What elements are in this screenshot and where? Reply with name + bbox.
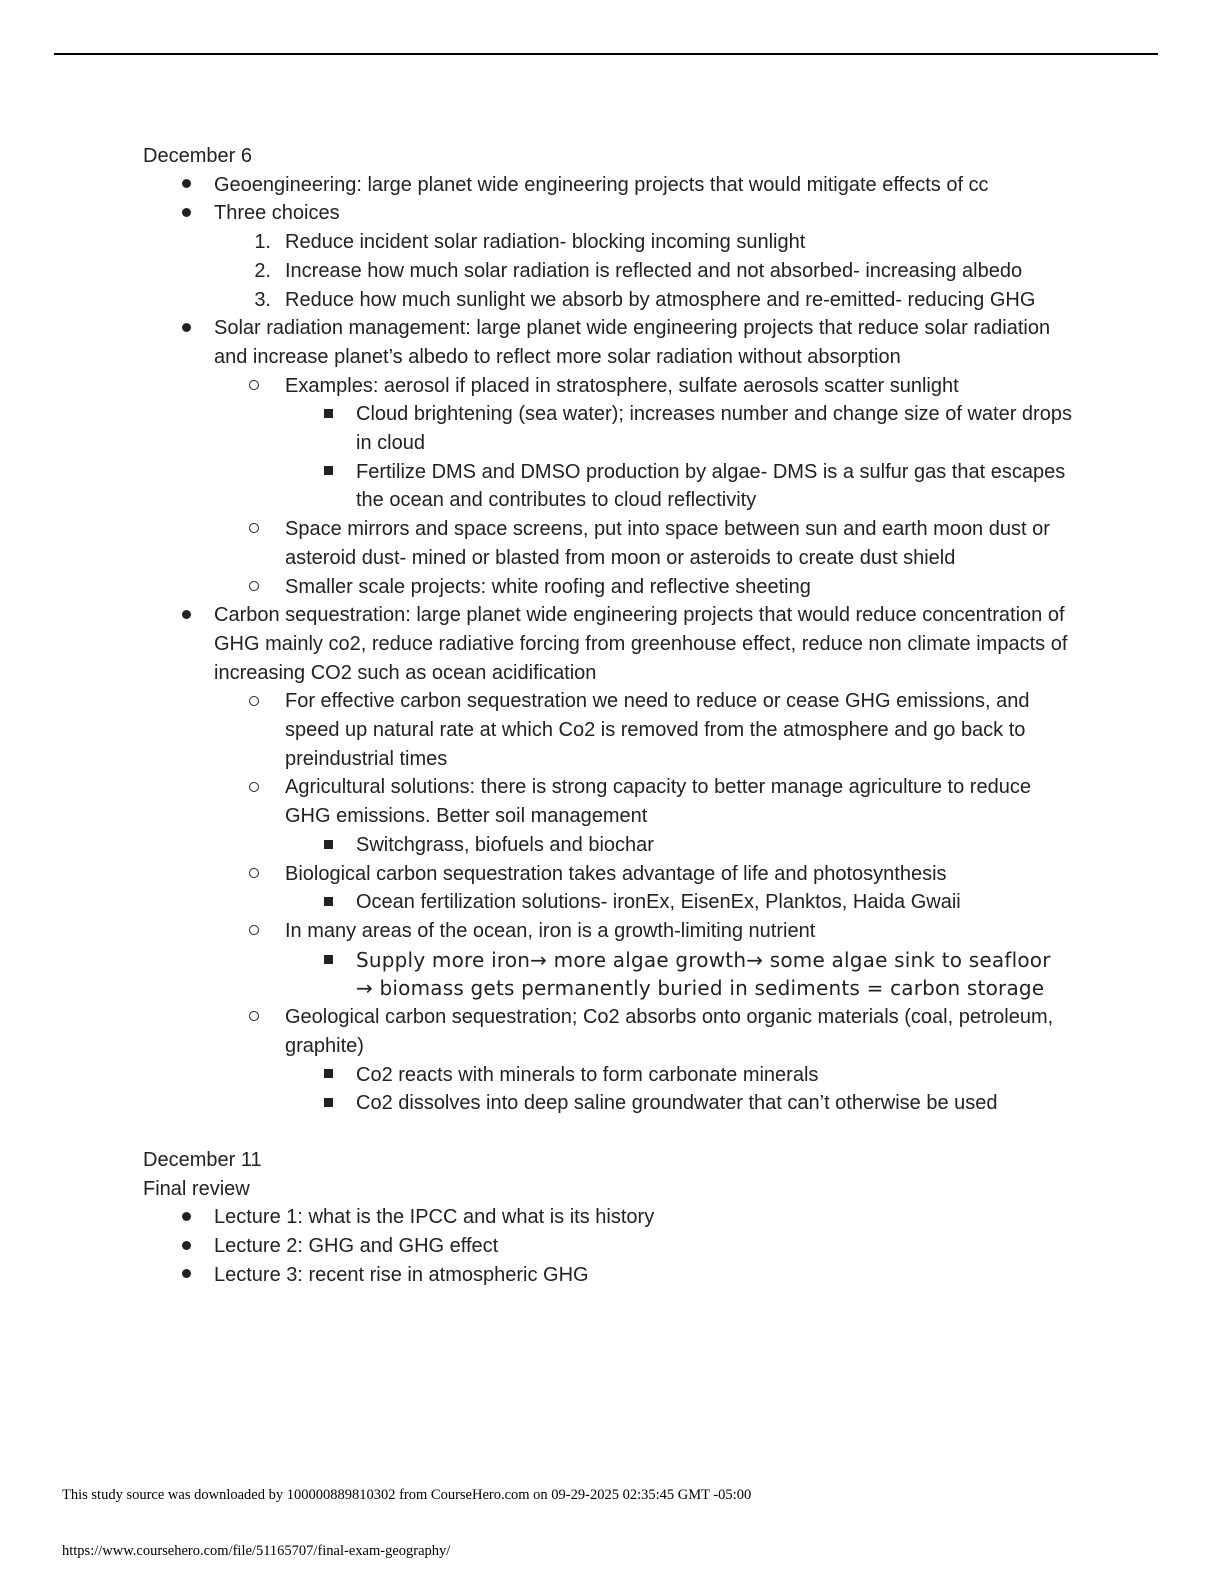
hollow-bullet-icon <box>239 1003 269 1032</box>
list-item <box>143 888 1073 917</box>
bullet-icon <box>171 171 201 200</box>
list-item-text: Geological carbon sequestration; Co2 absorbs onto organic materials (coal, petroleum, graphite) <box>285 1006 1054 1057</box>
list-item <box>143 1089 1073 1118</box>
list-item <box>143 1003 1073 1060</box>
list-item <box>143 199 1073 228</box>
list-item <box>143 687 1073 773</box>
section-date: December 6 <box>143 145 252 167</box>
list-item-text: Ocean fertilization solutions- ironEx, EisenEx, Planktos, Haida Gwaii <box>356 891 961 914</box>
top-rule <box>54 53 1158 55</box>
spacer <box>143 1118 1073 1146</box>
list-item <box>143 1061 1073 1090</box>
bullet-icon <box>171 314 201 343</box>
section-subtitle: Final review <box>143 1177 250 1200</box>
hollow-bullet-icon <box>239 917 269 946</box>
source-url-link[interactable]: https://www.coursehero.com/file/51165707/final-exam-geography/ <box>62 1543 451 1559</box>
bullet-icon <box>171 1261 201 1290</box>
list-item-text: Increase how much solar radiation is reflected and not absorbed- increasing albedo <box>285 259 1023 282</box>
bullet-icon <box>171 1232 201 1261</box>
square-bullet-icon <box>313 1061 343 1090</box>
list-item <box>143 400 1073 457</box>
bullet-icon <box>171 1203 201 1232</box>
list-item <box>143 1232 1073 1261</box>
list-item <box>143 917 1073 946</box>
list-item-text: In many areas of the ocean, iron is a growth-limiting nutrient <box>285 919 816 942</box>
square-bullet-icon <box>313 831 343 860</box>
document-body <box>143 142 1073 1289</box>
square-bullet-icon <box>313 888 343 917</box>
list-item-text: Geoengineering: large planet wide engineering projects that would mitigate effects of cc <box>214 173 989 196</box>
list-item-text: Biological carbon sequestration takes advantage of life and photosynthesis <box>285 862 947 885</box>
list-item-text: Examples: aerosol if placed in stratosphere, sulfate aerosols scatter sunlight <box>285 374 959 397</box>
list-item <box>143 1203 1073 1232</box>
square-bullet-icon <box>313 458 343 487</box>
list-item-text: Space mirrors and space screens, put into space between sun and earth moon dust or asteroid dust- mined or blasted from moon or asteroids to create dust shield <box>285 518 1050 569</box>
list-item-text: Three choices <box>214 202 340 225</box>
list-item <box>143 257 1073 286</box>
list-number: 1. <box>254 231 271 254</box>
download-notice: This study source was downloaded by 100000889810302 from CourseHero.com on 09-29-2025 02:35:45 GMT -05:00 <box>62 1487 752 1503</box>
list-item-text: Reduce incident solar radiation- blocking incoming sunlight <box>285 231 806 254</box>
list-item <box>143 372 1073 401</box>
list-item-text: Cloud brightening (sea water); increases number and change size of water drops in cloud <box>356 403 1072 455</box>
list-item <box>143 314 1073 371</box>
list-item <box>143 860 1073 889</box>
list-item-text: Solar radiation management: large planet wide engineering projects that reduce solar radiation and increase planet’s albedo to reflect more solar radiation without absorption <box>214 317 1051 368</box>
list-item-text: For effective carbon sequestration we need to reduce or cease GHG emissions, and speed up natural rate at which Co2 is removed from the atmosphere and go back to preindustrial times <box>285 690 1030 770</box>
bullet-icon <box>171 601 201 630</box>
list-number: 3. <box>254 288 271 311</box>
list-item <box>143 946 1073 1003</box>
hollow-bullet-icon <box>239 687 269 716</box>
list-item-text: Supply more iron→ more algae growth→ some algae sink to seafloor → biomass gets permanently buried in sediments = carbon storage <box>356 947 1051 1001</box>
list-item-text: Smaller scale projects: white roofing and reflective sheeting <box>285 575 811 598</box>
section-date: December 11 <box>143 1148 262 1171</box>
list-item-text: Agricultural solutions: there is strong capacity to better manage agriculture to reduce GHG emissions. Better soil management <box>285 776 1031 828</box>
list-item <box>143 171 1073 200</box>
list-item <box>143 228 1073 257</box>
square-bullet-icon <box>313 1089 343 1118</box>
square-bullet-icon <box>313 400 343 429</box>
list-item <box>143 1261 1073 1290</box>
hollow-bullet-icon <box>239 573 269 602</box>
list-item <box>143 286 1073 315</box>
list-item-text: Co2 reacts with minerals to form carbonate minerals <box>356 1063 819 1086</box>
list-item <box>143 601 1073 687</box>
list-item-text: Co2 dissolves into deep saline groundwater that can’t otherwise be used <box>356 1092 998 1115</box>
bullet-list <box>143 171 1073 1118</box>
list-item-text: Lecture 1: what is the IPCC and what is its history <box>214 1206 655 1229</box>
bullet-icon <box>171 199 201 228</box>
list-item-text: Lecture 3: recent rise in atmospheric GHG <box>214 1263 589 1286</box>
list-item <box>143 573 1073 602</box>
hollow-bullet-icon <box>239 515 269 544</box>
list-item <box>143 773 1073 830</box>
square-bullet-icon <box>313 946 343 975</box>
list-item <box>143 831 1073 860</box>
list-number: 2. <box>254 259 271 282</box>
list-item <box>143 458 1073 515</box>
hollow-bullet-icon <box>239 773 269 802</box>
list-item-text: Fertilize DMS and DMSO production by algae- DMS is a sulfur gas that escapes the ocean and contributes to cloud reflectivity <box>356 460 1066 512</box>
list-item <box>143 515 1073 572</box>
list-item-text: Carbon sequestration: large planet wide engineering projects that would reduce concentration of GHG mainly co2, reduce radiative forcing from greenhouse effect, reduce non climate impacts of increasing CO2 such as ocean acidification <box>214 604 1068 684</box>
list-item-text: Reduce how much sunlight we absorb by atmosphere and re-emitted- reducing GHG <box>285 288 1036 311</box>
list-item-text: Lecture 2: GHG and GHG effect <box>214 1235 499 1258</box>
bullet-list <box>143 1203 1073 1289</box>
list-item-text: Switchgrass, biofuels and biochar <box>356 833 654 856</box>
hollow-bullet-icon <box>239 860 269 889</box>
hollow-bullet-icon <box>239 372 269 401</box>
